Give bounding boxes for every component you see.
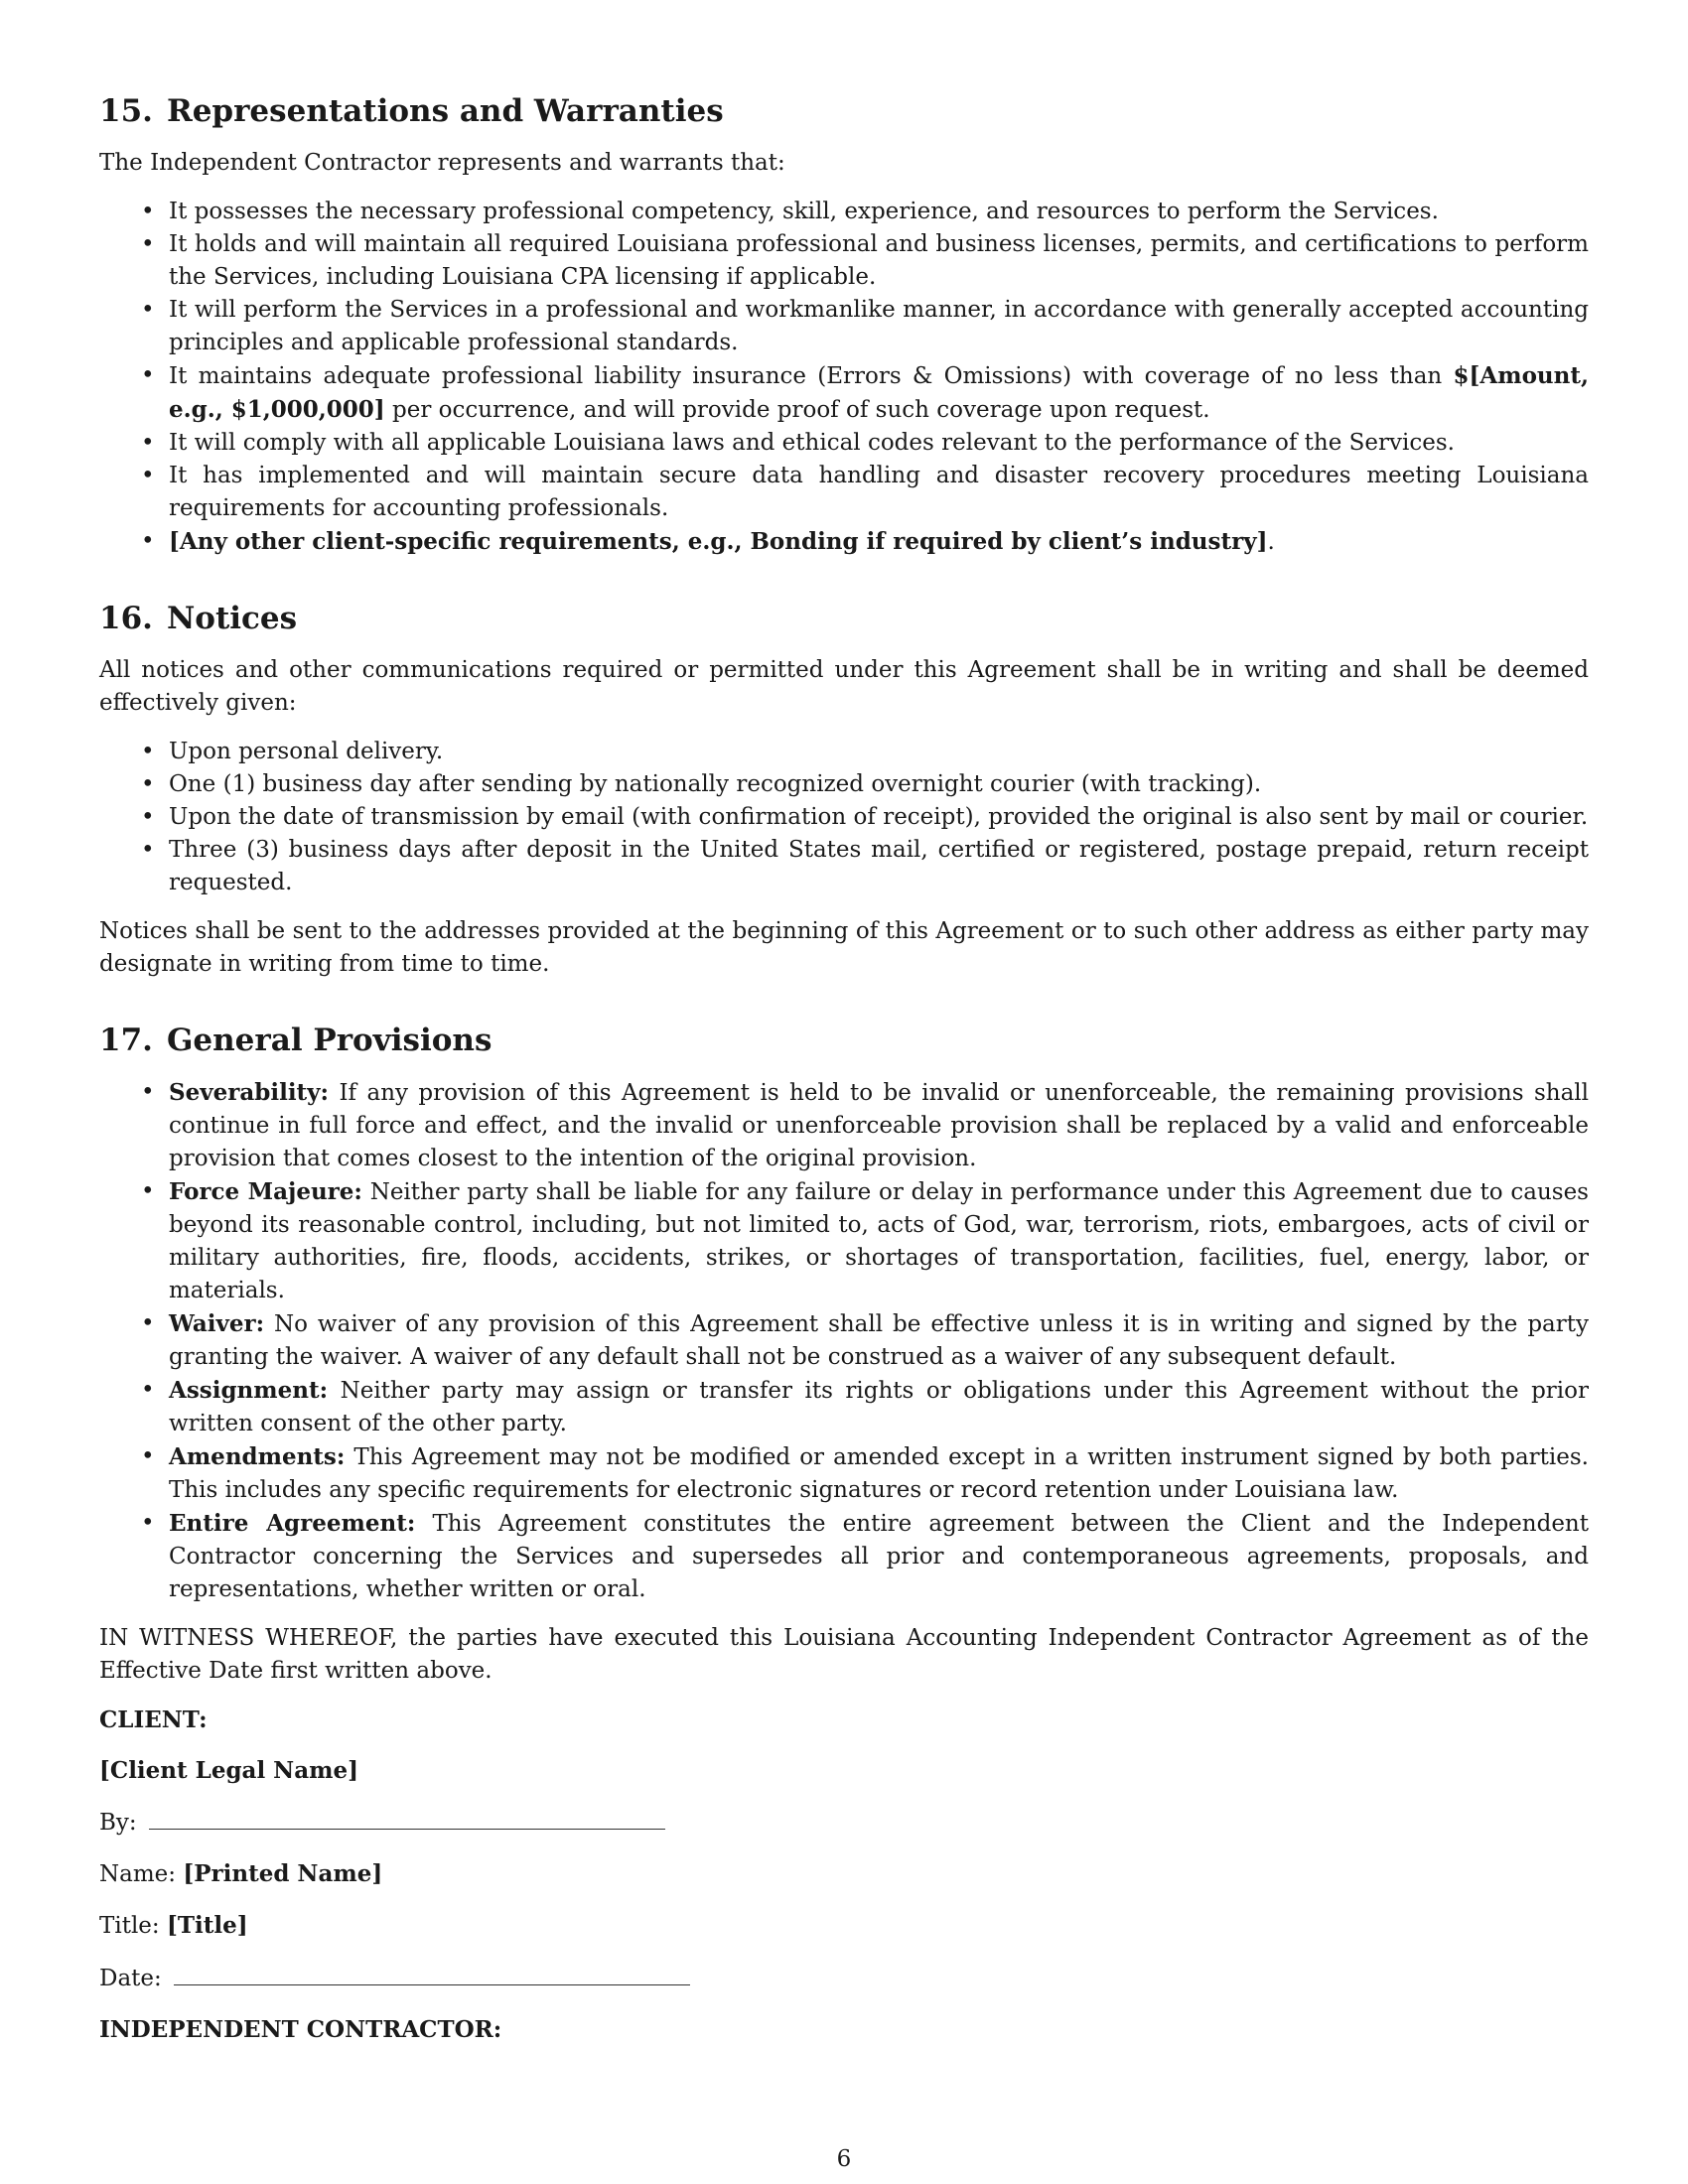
by-row [99, 1805, 1589, 1840]
date-row [99, 1961, 1589, 1995]
title-row [99, 1909, 1589, 1943]
section-title: General Provisions [166, 1023, 492, 1058]
client-name-placeholder: [Client Legal Name] [99, 1757, 358, 1784]
section-intro: All notices and other communications required or permitted under this Agreement shall be in writing and shall be deemed effectively given: [99, 657, 1589, 716]
list-item-text: It maintains adequate professional liability insurance (Errors & Omissions) with coverage of no less than [169, 363, 1454, 389]
section-number: 16. [99, 601, 153, 636]
section-general-provisions [99, 1021, 1589, 1688]
list-item [99, 1374, 1589, 1440]
printed-name-placeholder: [Printed Name] [183, 1860, 383, 1887]
signature-line[interactable] [149, 1805, 665, 1830]
section-notices [99, 599, 1589, 981]
provision-text: No waiver of any provision of this Agreement shall be effective unless it is in writing and signed by the party granting the waiver. A waiver of any default shall not be construed as a waiver of any subsequent default. [169, 1311, 1589, 1370]
title-placeholder: [Title] [166, 1912, 248, 1939]
provision-label: Force Majeure: [169, 1178, 362, 1205]
client-requirements-placeholder: [Any other client-specific requirements, e.g., Bonding if required by client’s industry] [169, 528, 1268, 555]
section-number: 17. [99, 1023, 153, 1058]
provision-label: Assignment: [169, 1377, 329, 1404]
provision-text: This Agreement may not be modified or amended except in a written instrument signed by both parties. This includes any specific requirements for electronic signatures or record retention under Louisiana law. [169, 1444, 1589, 1503]
provision-label: Amendments: [169, 1443, 346, 1470]
list-item [99, 1175, 1589, 1307]
list-item [99, 1076, 1589, 1175]
list-item-text: per occurrence, and will provide proof of such coverage upon request. [384, 397, 1210, 423]
list-item: • It possesses the necessary professional competency, skill, experience, and resources to perform the Services. [99, 196, 1589, 228]
provision-text: If any provision of this Agreement is held to be invalid or unenforceable, the remaining provisions shall continue in full force and effect, and the invalid or unenforceable provision shall be replaced by a valid and enforceable provision that comes closest to the intention of the original provision. [169, 1080, 1589, 1171]
list-item: • It holds and will maintain all required Louisiana professional and business licenses, permits, and certifications to perform the Services, including Louisiana CPA licensing if applicable. [99, 228, 1589, 294]
section-title: Notices [166, 601, 298, 636]
signature-block [99, 1704, 1589, 2046]
provision-label: Waiver: [169, 1310, 265, 1337]
list-item [99, 525, 1589, 559]
list-item [99, 1440, 1589, 1507]
section-heading [99, 599, 1589, 638]
provision-text: This Agreement constitutes the entire agreement between the Client and the Independent Contractor concerning the Services and supersedes all prior and contemporaneous agreements, proposals, and representations, whether written or oral. [169, 1511, 1589, 1602]
name-label: Name: [99, 1861, 177, 1887]
name-row [99, 1857, 1589, 1891]
list-item: • It will comply with all applicable Louisiana laws and ethical codes relevant to the performance of the Services. [99, 427, 1589, 460]
list-item-text: . [1267, 529, 1275, 555]
section-title: Representations and Warranties [166, 93, 724, 129]
warranties-list [99, 196, 1589, 559]
date-line[interactable] [174, 1961, 690, 1985]
provision-text: Neither party may assign or transfer its rights or obligations under this Agreement without the prior written consent of the other party. [169, 1378, 1589, 1436]
provision-label: Entire Agreement: [169, 1510, 416, 1537]
list-item: • Three (3) business days after deposit in the United States mail, certified or registered, postage prepaid, return receipt requested. [99, 834, 1589, 899]
provisions-list [99, 1076, 1589, 1606]
document-page [99, 91, 1589, 2062]
provision-label: Severability: [169, 1079, 330, 1106]
list-item: • One (1) business day after sending by nationally recognized overnight courier (with tracking). [99, 768, 1589, 801]
client-heading: CLIENT: [99, 1706, 208, 1733]
by-label: By: [99, 1810, 137, 1836]
notices-list [99, 736, 1589, 899]
provision-text: Neither party shall be liable for any failure or delay in performance under this Agreement due to causes beyond its reasonable control, including, but not limited to, acts of God, war, terrorism, riots, embargoes, acts of civil or military authorities, fire, floods, accidents, strikes, or shortages of transportation, facilities, fuel, energy, labor, or materials. [169, 1179, 1589, 1303]
section-intro: The Independent Contractor represents and warrants that: [99, 150, 785, 176]
page-number: 6 [836, 2146, 852, 2172]
contractor-heading: INDEPENDENT CONTRACTOR: [99, 2016, 502, 2043]
list-item: • Upon personal delivery. [99, 736, 1589, 768]
witness-clause: IN WITNESS WHEREOF, the parties have executed this Louisiana Accounting Independent Contractor Agreement as of the Effective Date first written above. [99, 1625, 1589, 1684]
list-item: • It has implemented and will maintain secure data handling and disaster recovery procedures meeting Louisiana requirements for accounting professionals. [99, 460, 1589, 525]
list-item [99, 1307, 1589, 1374]
list-item [99, 1507, 1589, 1606]
section-heading [99, 91, 1589, 131]
section-number: 15. [99, 93, 153, 129]
title-label: Title: [99, 1913, 160, 1939]
insurance-amount-placeholder: $[Amount, e.g., $1,000,000] [169, 362, 1589, 423]
list-item: • Upon the date of transmission by email (with confirmation of receipt), provided the original is also sent by mail or courier. [99, 801, 1589, 834]
section-heading [99, 1021, 1589, 1060]
section-representations [99, 91, 1589, 559]
section-outro: Notices shall be sent to the addresses provided at the beginning of this Agreement or to such other address as either party may designate in writing from time to time. [99, 918, 1589, 977]
date-label: Date: [99, 1966, 162, 1991]
list-item [99, 359, 1589, 427]
list-item: • It will perform the Services in a professional and workmanlike manner, in accordance with generally accepted accounting principles and applicable professional standards. [99, 294, 1589, 359]
